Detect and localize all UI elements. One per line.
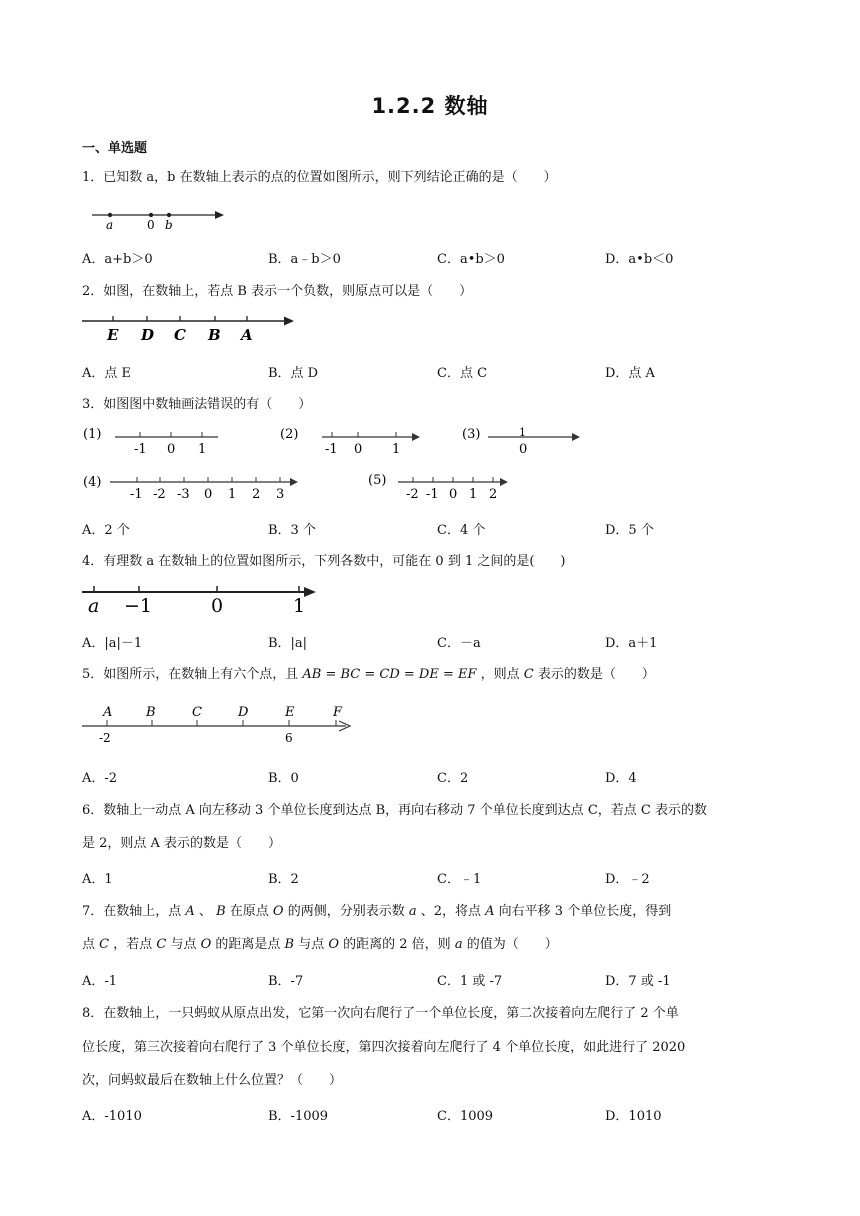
value-6: 6 (285, 731, 293, 745)
question-4-number-line (80, 582, 320, 616)
q3-option-a[interactable]: A．2 个 (82, 523, 130, 538)
label-1: 1 (293, 595, 306, 616)
q6-option-a[interactable]: A．1 (82, 872, 113, 887)
question-8-stem-line-2: 位长度，第三次接着向右爬行了 3 个单位长度，第四次接着向左爬行了 4 个单位长度，如此进行了 2020 (82, 1040, 686, 1055)
q7-option-c[interactable]: C．1 或 -7 (437, 974, 503, 989)
axis-5-label: -1 (426, 487, 439, 502)
question-2-number-line (80, 313, 300, 345)
axis-5-tag: (5) (368, 473, 387, 488)
q3-option-d[interactable]: D．5 个 (605, 523, 654, 538)
stem-equation: AB = BC = CD = DE = EF (302, 667, 477, 682)
axis-4-label: 2 (252, 487, 261, 502)
q3-option-b[interactable]: B．3 个 (268, 523, 316, 538)
label-minus-1: −1 (124, 595, 153, 616)
q8-option-b[interactable]: B．-1009 (268, 1109, 329, 1124)
axis-5-label: 2 (489, 487, 498, 502)
q5-option-c[interactable]: C．2 (437, 771, 469, 786)
q6-option-c[interactable]: C．﹣1 (437, 872, 482, 887)
q4-option-a[interactable]: A．|a|－1 (82, 636, 143, 651)
q1-option-d[interactable]: D．a•b＜0 (605, 252, 674, 267)
q8-option-d[interactable]: D．1010 (605, 1109, 662, 1124)
question-4-stem: 4．有理数 a 在数轴上的位置如图所示，下列各数中，可能在 0 到 1 之间的是( ) (82, 554, 566, 569)
point-b-label: B (208, 326, 221, 344)
question-8-stem-line-3: 次，问蚂蚁最后在数轴上什么位置？（ ） (82, 1073, 343, 1088)
point-d-label: D (141, 326, 155, 344)
question-7-stem-line-2: 点 C ，若点 C 与点 O 的距离是点 B 与点 O 的距离的 2 倍，则 a 的值为（ ） (82, 937, 558, 952)
axis-3-label: 0 (519, 442, 528, 457)
q6-option-b[interactable]: B．2 (268, 872, 299, 887)
q2-option-c[interactable]: C．点 C (437, 366, 488, 381)
axis-1-label: 1 (198, 442, 207, 457)
label-0: 0 (147, 218, 155, 232)
q1-option-a[interactable]: A．a+b＞0 (82, 252, 153, 267)
stem-text: ，则点 (476, 667, 524, 682)
point-e-label: E (107, 326, 119, 344)
page-title: 1.2.2 数轴 (371, 94, 489, 118)
question-1-stem: 1．已知数 a，b 在数轴上表示的点的位置如图所示，则下列结论正确的是（ ） (82, 170, 557, 185)
question-3-figure (80, 422, 600, 510)
point-c-label: C (174, 326, 186, 344)
stem-text: 表示的数是（ ） (533, 667, 655, 682)
q5-option-d[interactable]: D．4 (605, 771, 637, 786)
axis-4-label: -3 (177, 487, 190, 502)
label-a: a (106, 218, 114, 232)
point-c-label: C (192, 705, 202, 720)
q6-option-d[interactable]: D．﹣2 (605, 872, 650, 887)
axis-2-tag: (2) (280, 427, 299, 442)
point-a-label: A (241, 326, 253, 344)
question-5-number-line (80, 702, 360, 746)
point-b-label: B (146, 705, 156, 720)
axis-5-label: 0 (449, 487, 458, 502)
label-0: 0 (211, 595, 224, 616)
question-5-stem (82, 665, 655, 685)
axis-5-label: -2 (406, 487, 419, 502)
axis-3-tag: (3) (462, 427, 481, 442)
axis-4-label: 1 (228, 487, 237, 502)
axis-3-label: 1 (519, 426, 526, 439)
point-d-label: D (238, 705, 249, 720)
q5-option-b[interactable]: B．0 (268, 771, 299, 786)
q4-option-d[interactable]: D．a＋1 (605, 636, 658, 651)
q4-option-b[interactable]: B．|a| (268, 636, 308, 651)
q2-option-a[interactable]: A．点 E (82, 366, 132, 381)
q5-option-a[interactable]: A．-2 (82, 771, 118, 786)
q7-option-a[interactable]: A．-1 (82, 974, 118, 989)
q2-option-b[interactable]: B．点 D (268, 366, 319, 381)
point-e-label: E (285, 705, 295, 720)
question-3-stem: 3．如图图中数轴画法错误的有（ ） (82, 397, 312, 412)
section-heading: 一、单选题 (82, 141, 148, 156)
axis-4-label: -1 (130, 487, 143, 502)
question-6-stem-line-1: 6．数轴上一动点 A 向左移动 3 个单位长度到达点 B，再向右移动 7 个单位长度到达点 C，若点 C 表示的数 (82, 803, 707, 818)
axis-2-label: -1 (325, 442, 338, 457)
q7-option-d[interactable]: D．7 或 -1 (605, 974, 671, 989)
question-2-stem: 2．如图，在数轴上，若点 B 表示一个负数，则原点可以是（ ） (82, 284, 473, 299)
question-8-stem-line-1: 8．在数轴上，一只蚂蚁从原点出发，它第一次向右爬行了一个单位长度，第二次接着向左爬行了 2 个单 (82, 1006, 679, 1021)
axis-4-label: -2 (153, 487, 166, 502)
axis-4-label: 0 (204, 487, 213, 502)
q7-option-b[interactable]: B．-7 (268, 974, 304, 989)
q8-option-c[interactable]: C．1009 (437, 1109, 494, 1124)
label-a: a (88, 595, 100, 616)
q1-option-b[interactable]: B．a﹣b＞0 (268, 252, 341, 267)
value-minus-2: -2 (99, 731, 111, 745)
axis-2-label: 1 (392, 442, 401, 457)
q3-option-c[interactable]: C．4 个 (437, 523, 486, 538)
axis-1-tag: (1) (83, 427, 102, 442)
axis-1-label: -1 (134, 442, 147, 457)
q8-option-a[interactable]: A．-1010 (82, 1109, 142, 1124)
axis-1-label: 0 (167, 442, 176, 457)
question-1-number-line (88, 204, 238, 232)
label-b: b (165, 218, 173, 232)
point-f-label: F (333, 705, 343, 720)
axis-4-tag: (4) (83, 475, 102, 490)
point-a-label: A (103, 705, 113, 720)
axis-5-label: 1 (469, 487, 478, 502)
stem-point-c: C (523, 667, 534, 682)
q2-option-d[interactable]: D．点 A (605, 366, 655, 381)
q1-option-c[interactable]: C．a•b＞0 (437, 252, 505, 267)
question-7-stem-line-1: 7．在数轴上，点 A 、 B 在原点 O 的两侧，分别表示数 a 、2，将点 A 向右平移 3 个单位长度，得到 (82, 904, 672, 919)
q4-option-c[interactable]: C．－a (437, 636, 481, 651)
axis-2-label: 0 (354, 442, 363, 457)
axis-4-label: 3 (276, 487, 285, 502)
stem-text: 5．如图所示，在数轴上有六个点，且 (82, 667, 303, 682)
question-6-stem-line-2: 是 2，则点 A 表示的数是（ ） (82, 836, 282, 851)
